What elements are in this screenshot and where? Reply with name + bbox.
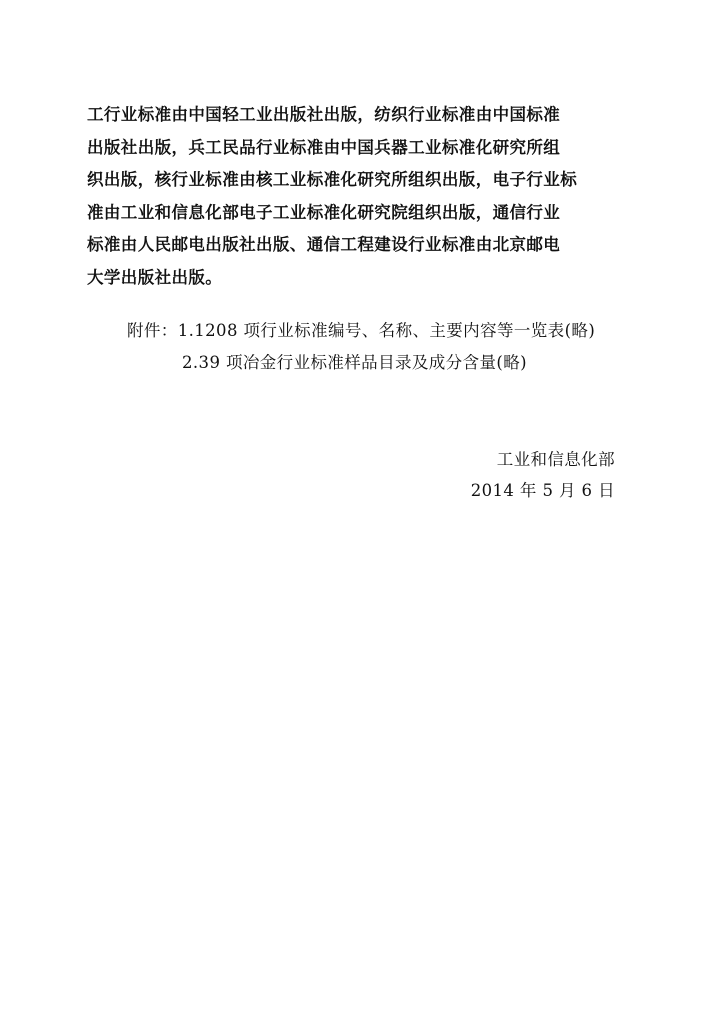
body-line-4: 准由工业和信息化部电子工业标准化研究院组织出版，通信行业 (87, 202, 561, 222)
body-line-2: 出版社出版，兵工民品行业标准由中国兵器工业标准化研究所组 (87, 137, 561, 157)
body-paragraph (87, 99, 620, 294)
attachment-item-2: 2.39 项冶金行业标准样品目录及成分含量(略) (182, 353, 527, 372)
body-line-3: 织出版，核行业标准由核工业标准化研究所组织出版，电子行业标 (87, 170, 578, 189)
body-line-5: 标准由人民邮电出版社出版、通信工程建设行业标准由北京邮电 (87, 235, 561, 254)
attachment-item-1: 1.1208 项行业标准编号、名称、主要内容等一览表(略) (177, 321, 596, 340)
signature-block (471, 444, 615, 506)
issuing-organization: 工业和信息化部 (496, 450, 615, 469)
attachments-section (127, 315, 627, 379)
issue-date: 2014 年 5 月 6 日 (470, 481, 615, 500)
body-line-1: 工行业标准由中国轻工业出版社出版，纺织行业标准由中国标准 (87, 105, 561, 124)
body-line-6: 大学出版社出版。 (87, 267, 223, 287)
attachments-label: 附件： (127, 321, 178, 340)
attachment-line-1 (127, 315, 627, 347)
